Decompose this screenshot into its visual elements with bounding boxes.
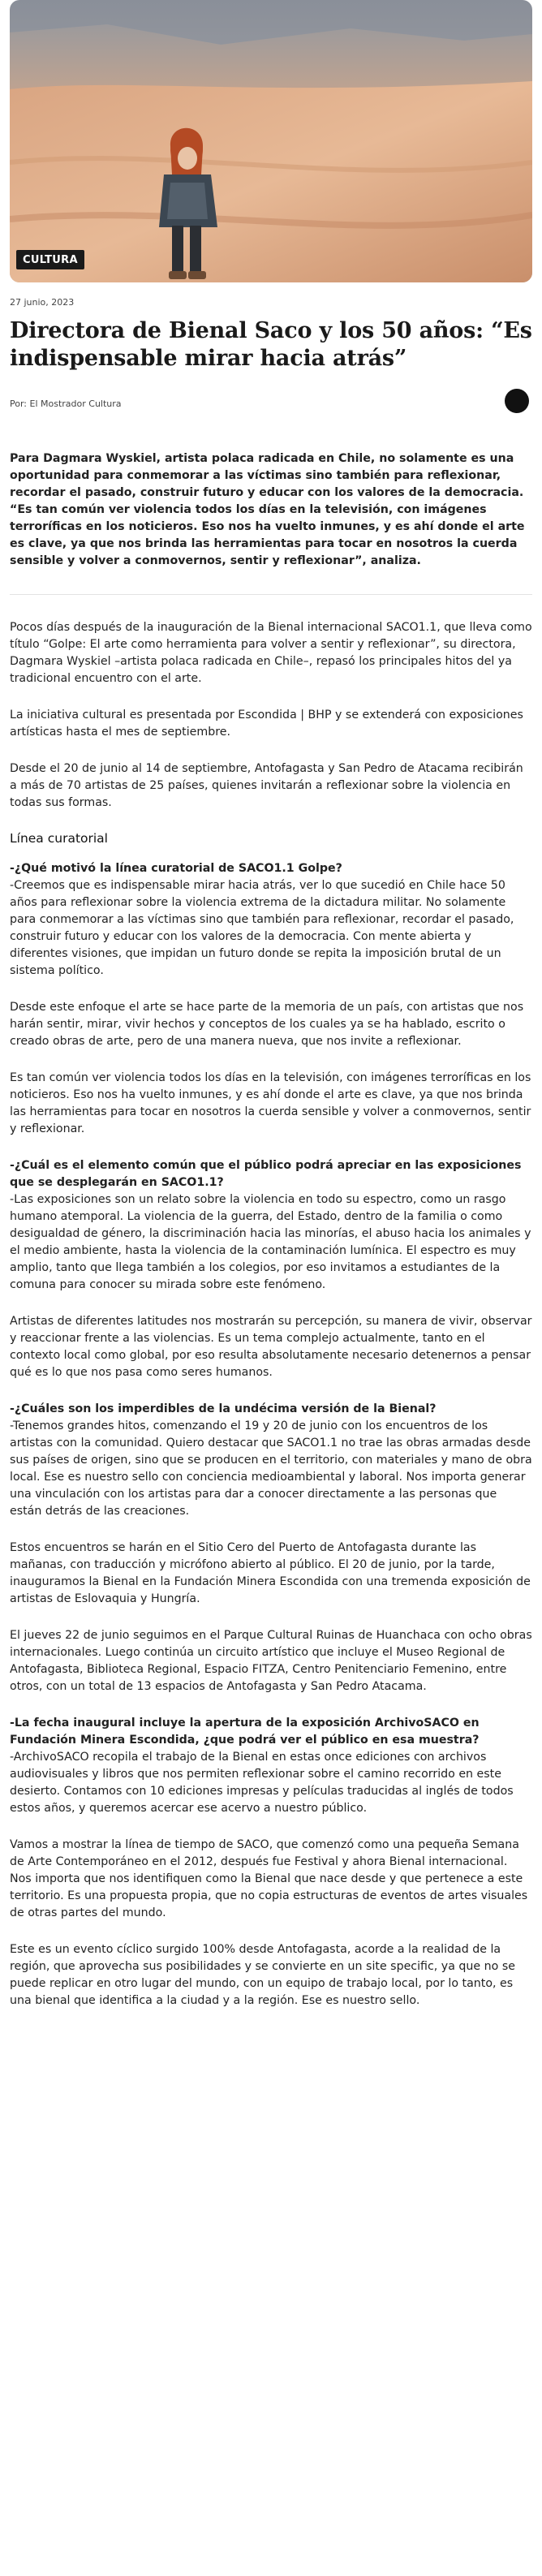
answer: -Creemos que es indispensable mirar hacia atrás, ver lo que sucedió en Chile hace 50 años para reflexionar sobre la violencia extrema de la dictadura militar. No solamente para conmemorar a las víctimas sino que también para reflexionar, recordar el pasado, construir futuro y educar con los valores de la democracia. Con mente abierta y diferentes visiones, que impidan un futuro donde se repita la imposición brutal de un sistema político. <box>10 879 514 977</box>
article-lead <box>10 450 532 570</box>
publish-date: 27 junio, 2023 <box>10 297 75 308</box>
qa-block <box>10 860 532 980</box>
paragraph: Vamos a mostrar la línea de tiempo de SACO, que comenzó como una pequeña Semana de Arte Contemporáneo en el 2012, después fue Festival y ahora Bienal internacional. Nos importa que nos identifiquen como la Bienal que nace desde y que pertenece a este territorio. Es una propuesta propia, que no copia estructuras de eventos de artes visuales de otras partes del mundo. <box>10 1838 528 1919</box>
paragraph: La iniciativa cultural es presentada por Escondida | BHP y se extenderá con exposiciones artísticas hasta el mes de septiembre. <box>10 709 523 739</box>
paragraph: Este es un evento cíclico surgido 100% desde Antofagasta, acorde a la realidad de la región, que aprovecha sus posibilidades y se convierte en un site specific, ya que no se puede replicar en otro lugar del mundo, con un equipo de trabajo local, por lo tanto, es una bienal que identifica a la ciudad y a la región. Ese es nuestro sello. <box>10 1943 515 2007</box>
question: -¿Qué motivó la línea curatorial de SACO1.1 Golpe? <box>10 862 342 875</box>
lead-text: , artista polaca radicada en Chile, no solamente es una oportunidad para conmemorar a las víctimas sino también para reflexionar, recordar el pasado, construir futuro y educar con los valores de la democracia. “Es tan común ver violencia todos los días en la televisión, con imágenes terroríficas en los noticieros. Eso nos ha vuelto inmunes, y es ahí donde el arte es clave, ya que nos brinda las herramientas para tocar en nosotros la cuerda sensible y volver a conmovernos, sentir y reflexionar”, analiza. <box>10 452 525 567</box>
paragraph: El jueves 22 de junio seguimos en el Parque Cultural Ruinas de Huanchaca con ocho obras internacionales. Luego continúa un circuito artístico que incluye el Museo Regional de Antofagasta, Biblioteca Regional, Espacio FITZA, Centro Penitenciario Femenino, entre otros, con un total de 13 espacios de Antofagasta y San Pedro Atacama. <box>10 1629 532 1693</box>
byline-row <box>10 389 532 418</box>
answer: -Las exposiciones son un relato sobre la violencia en todo su espectro, como un rasgo humano atemporal. La violencia de la guerra, del Estado, dentro de la familia o como desigualdad de género, la discriminación hacia las minorías, el abuso hacia los animales y el medio ambiente, hasta la violencia de la contaminación lumínica. El espectro es muy amplio, tanto que llega también a los colegios, por eso invitamos a estudiantes de la comuna para conocer su mirada sobre este fenómeno. <box>10 1193 531 1291</box>
paragraph: Desde el 20 de junio al 14 de septiembre, Antofagasta y San Pedro de Atacama recibirán a más de 70 artistas de 25 países, quienes invitarán a reflexionar sobre la violencia en todas sus formas. <box>10 762 523 809</box>
lead-name: Para Dagmara Wyskiel <box>10 452 157 465</box>
question: -¿Cuál es el elemento común que el público podrá apreciar en las exposiciones que se desplegarán en SACO1.1? <box>10 1159 522 1189</box>
share-icon[interactable] <box>505 389 529 413</box>
desert-photo-illustration <box>10 0 532 282</box>
article-body <box>10 619 532 2010</box>
paragraph: Estos encuentros se harán en el Sitio Cero del Puerto de Antofagasta durante las mañanas, con traducción y micrófono abierto al público. El 20 de junio, por la tarde, inauguramos la Bienal en la Fundación Minera Escondida con una tremenda exposición de artistas de Eslovaquia y Hungría. <box>10 1541 531 1605</box>
qa-block <box>10 1401 532 1520</box>
answer: -ArchivoSACO recopila el trabajo de la Bienal en estas once ediciones con archivos audiovisuales y libros que nos permiten reflexionar sobre el camino recorrido en este desierto. Contamos con 10 ediciones impresas y películas traducidas al inglés de todos estos años, y queremos acercar ese acervo a nuestro público. <box>10 1751 514 1815</box>
question: -La fecha inaugural incluye la apertura de la exposición ArchivoSACO en Fundación Minera Escondida, ¿que podrá ver el público en esa muestra? <box>10 1717 480 1747</box>
article-title: Directora de Bienal Saco y los 50 años: “Es indispensable mirar hacia atrás” <box>10 318 532 371</box>
answer: -Tenemos grandes hitos, comenzando el 19 y 20 de junio con los encuentros de los artistas con la comunidad. Quiero destacar que SACO1.1 no trae las obras armadas desde sus países de origen, sino que se producen en el territorio, con materiales y mano de obra local. Ese es nuestro sello con conciencia medioambiental y laboral. Nos importa generar una vinculación con los artistas para dar a conocer directamente a las personas que están detrás de las creaciones. <box>10 1419 532 1518</box>
category-badge[interactable]: CULTURA <box>16 250 84 269</box>
question: -¿Cuáles son los imperdibles de la undécima versión de la Bienal? <box>10 1402 437 1415</box>
qa-block <box>10 1715 532 1817</box>
section-heading: Línea curatorial <box>10 831 108 846</box>
paragraph: Pocos días después de la inauguración de la Bienal internacional SACO1.1, que lleva como título “Golpe: El arte como herramienta para volver a sentir y reflexionar”, su directora, Dagmara Wyskiel –artista polaca radicada en Chile–, repasó los principales hitos del ya tradicional encuentro con el arte. <box>10 621 532 685</box>
paragraph: Artistas de diferentes latitudes nos mostrarán su percepción, su manera de vivir, observar y reaccionar frente a las violencias. Es un tema complejo actualmente, tanto en el contexto local como global, por eso resulta absolutamente necesario detenernos a pensar qué es lo que nos pasa como seres humanos. <box>10 1315 532 1379</box>
byline[interactable]: Por: El Mostrador Cultura <box>10 398 122 409</box>
lead-paragraph <box>10 450 532 570</box>
hero-image <box>10 0 532 282</box>
divider <box>10 594 532 595</box>
paragraph: Desde este enfoque el arte se hace parte de la memoria de un país, con artistas que nos harán sentir, mirar, vivir hechos y conceptos de los cuales ya se ha hablado, escrito o creado obras de arte, pero de una manera nueva, que nos invite a reflexionar. <box>10 1001 524 1048</box>
paragraph: Es tan común ver violencia todos los días en la televisión, con imágenes terroríficas en los noticieros. Eso nos ha vuelto inmunes, y es ahí donde el arte es clave, ya que nos brinda las herramientas para tocar en nosotros la cuerda sensible y volver a conmovernos, sentir y reflexionar. <box>10 1071 531 1135</box>
qa-block <box>10 1157 532 1294</box>
